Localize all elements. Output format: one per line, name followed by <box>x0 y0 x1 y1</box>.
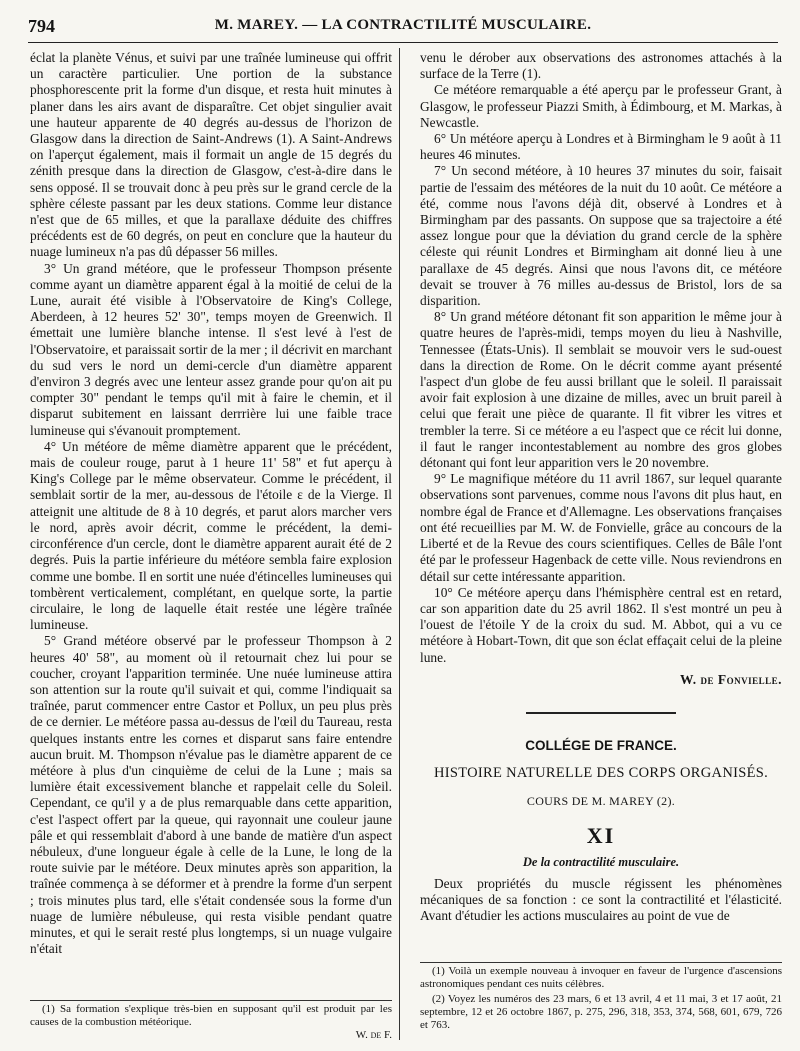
author-signature: W. de Fonvielle. <box>679 671 782 687</box>
paragraph-meteor-6: 6° Un météore aperçu à Londres et à Birmingham le 9 août à 11 heures 46 minutes. <box>420 131 782 163</box>
paragraph-meteor-9: 9° Le magnifique météore du 11 avril 1867, sur lequel quarante observations sont parvenues, comme nous l'avons dit plus haut, en nombre égal de France et d'Allemagne. Les observations françaises ont été recueillies par M. W. de Fonvielle, grâce au concours de la Liberté et de la Revue des cours scientifiques. Celles de Bâle l'ont été par le professeur Hagenback de cette ville. Nous reviendrons en détail sur cette intéressante apparition. <box>420 471 782 584</box>
running-head: M. MAREY. — LA CONTRACTILITÉ MUSCULAIRE. <box>214 17 592 33</box>
paragraph-meteor-4: 4° Un météore de même diamètre apparent que le précédent, mais de couleur rouge, parut à 1 heure 11' 58" et fut aperçu à King's College par le même observateur. Comme le précédent, il semblait sortir de la mer, au-dessous de l'étoile ε de la Vierge. Il atteignit une altitude de 8 à 10 degrés, et parut alors marcher vers le nord, après avoir décrit, comme le précédent, la demi-circonférence d'un cercle, dont le diamètre apparent aurait été de 2 degrés. Puis la partie inférieure du météore sembla faire explosion comme une bombe. Il en sortit une nuée d'étincelles lumineuses qui tombèrent verticalement, complétant, en quelque sorte, la partie circulaire, le long de laquelle était restée une légère traînée lumineuse. <box>30 438 393 633</box>
section-separator <box>526 712 676 714</box>
course-author: COURS DE M. MAREY (2). <box>526 793 676 808</box>
paragraph-meteor-3: 3° Un grand météore, que le professeur Thompson présente comme ayant un diamètre apparent égal à la moitié de celui de la Lune, aurait été visible à l'Observatoire de King's College, Aberdeen, à 12 heures 52' 30", temps moyen de Greenwich. Il émettait une lumière blanche intense. Il s'est levé à l'est de l'Observatoire, et paraissait sortir de la mer ; il décrivit en marchant du sud vers le nord un demi-cercle d'un diamètre apparent d'environ 3 degrés avec une lenteur assez grande pour qu'on ait pu compter 30" pendant le temps qu'il mit à faire le chemin, et il disparut subitement en laissant derrrière lui une faible trace lumineuse qui s'évanouit promptement. <box>30 260 392 438</box>
paragraph-observers: Ce météore remarquable a été aperçu par le professeur Grant, à Glasgow, le professeur Piazzi Smith, à Édimbourg, et M. Markas, à Newcastle. <box>420 82 782 130</box>
page-header <box>28 14 778 43</box>
footnote-rule-right <box>420 962 782 963</box>
left-column <box>30 50 392 957</box>
page-number: 794 <box>28 16 55 36</box>
footnote-2-right: (2) Voyez les numéros des 23 mars, 6 et 13 avril, 4 et 11 mai, 3 et 17 août, 21 septembre, 12 et 26 octobre 1867, p. 275, 296, 318, 353, 374, 568, 601, 679, 726 et 763. <box>420 993 782 1031</box>
column-divider <box>399 48 400 1040</box>
paragraph-continuation: éclat la planète Vénus, et suivi par une traînée lumineuse qui offrit un caractère particulier. Une portion de la substance phosphorescente prit la forme d'un disque, et resta huit minutes à planer dans les airs avant de disparaître. Cet objet singulier avait une hauteur apparente de 40 degrés au-dessus de l'horizon de Glasgow dans la direction de Saint-Andrews (1). A Saint-Andrews on l'aperçut également, mais il formait un angle de 15 degrés du zénith presque dans la direction de Glasgow, c'est-à-dire dans le sens opposé. Il se trouvait donc à peu près sur le grand cercle de la sphère céleste passant par les deux stations. Comme leur distance n'est que de 65 milles, et que la parallaxe déduite des chiffres précédents est de 60 degrés, on peut en conclure que la hauteur du nuage lumineux n'a pas dû dépasser 56 milles. <box>30 50 392 260</box>
paragraph-meteor-8: 8° Un grand météore détonant fit son apparition le même jour à quatre heures de l'après-midi, temps moyen du lieu à Nashville, Tennessee (États-Unis). Il semblait se mouvoir vers le sud-ouest dans la direction de Rome. On le décrit comme ayant présenté l'aspect d'un globe de feu aussi brillant que le soleil. Il paraissait avoir fait explosion à une dizaine de milles, avec un bruit pareil à celui que ferait une pièce de quarante. Il fit vibrer les vitres et trembler la terre. Si ce météore a eu l'aspect que ce récit lui donne, il faut le ranger incontestablement au nombre des gros globes détonant qui font leur apparition vers le 20 novembre. <box>420 309 782 471</box>
paragraph-meteor-10: 10° Ce météore aperçu dans l'hémisphère central est en retard, car son apparition date du 25 avril 1862. Il s'est montré un peu à l'ouest de l'étoile Y de la croix du sud. M. Abbot, qui a vu ce météore à Hobart-Town, dit que son éclat effaçait celui de la pleine lune. <box>420 584 782 665</box>
course-title: HISTOIRE NATURELLE DES CORPS ORGANISÉS. <box>433 764 769 781</box>
footnote-1-left: (1) Sa formation s'explique très-bien en supposant qu'il est produit par les causes de la combustion météorique. <box>30 1003 392 1028</box>
paragraph-meteor-7: 7° Un second météore, à 10 heures 37 minutes du soir, faisait partie de l'essaim des météores de la nuit du 10 août. Ce météore a été, comme nous l'avons déjà dit, observé à Londres et à Birmingham par des passants. On suppose que sa trajectoire a été assez longue pour que la déviation du grand cercle de la sphère céleste qui réunit Londres et Birmingham ait donné lieu à une parallaxe de 45 degrés. Ainsi que nous l'avons dit, ce météore devait se trouver à 76 milles au-dessus de Bristol, lors de sa disparition. <box>420 163 782 309</box>
footnote-signature: W. de F. <box>355 1029 392 1041</box>
paragraph-continuation-right: venu le dérober aux observations des astronomes attachés à la surface de la Terre (1). <box>420 50 782 82</box>
footnote-rule <box>30 1000 392 1001</box>
institution-heading: COLLÉGE DE FRANCE. <box>525 737 677 753</box>
lecture-subtitle: De la contractilité musculaire. <box>522 854 680 869</box>
right-column <box>420 50 782 924</box>
footnote-1-right: (1) Voilà un exemple nouveau à invoquer en faveur de l'urgence d'ascensions astronomiques pendant ces nuits célèbres. <box>420 965 782 990</box>
lecture-intro: Deux propriétés du muscle régissent les phénomènes mécaniques de sa fonction : ce sont la contractilité et l'élasticité. Avant d'étudier les actions musculaires au point de vue de <box>420 875 782 924</box>
right-footnote-area <box>420 962 782 1032</box>
lecture-number: XI <box>586 822 616 848</box>
paragraph-meteor-5: 5° Grand météore observé par le professeur Thompson à 2 heures 40' 58", au moment où il retournait chez lui pour se coucher, croyant l'apparition terminée. Une nuée lumineuse attira son attention sur la route qu'il suivait et qui, comme l'indiquait sa traînée, parut commencer entre Castor et Pollux, un peu plus près de ce dernier. Le météore passa au-dessus de l'œil du Taureau, resta quelques instants entre les cornes et disparut sans faire entendre aucun bruit. M. Thompson n'évalue pas le diamètre apparent de ce météore à plus d'un cinquième de celui de la Lune ; mais sa lumière était excessivement blanche et rappelait celle du Soleil. Cependant, ce qu'il y a de plus remarquable dans cette apparition, c'est l'aspect offert par la queue, qui rayonnait une couleur jaune pâle et qui ressemblait d'abord à une bande de matière d'un aspect nébuleux, d'une longueur égale à celle de la Lune, le long de la route suivie par le météore. Deux minutes après son apparition, la traînée commença à se déformer et à prendre la forme d'un serpent ; trois minutes plus tard, elle s'était condensée sous la forme d'un nuage de lumière nébuleuse, qui resta visible pendant quatre minutes, et qui le serait resté plus longtemps, si un nuage vulgaire n'était <box>30 633 392 957</box>
left-footnote-area <box>30 1000 392 1041</box>
